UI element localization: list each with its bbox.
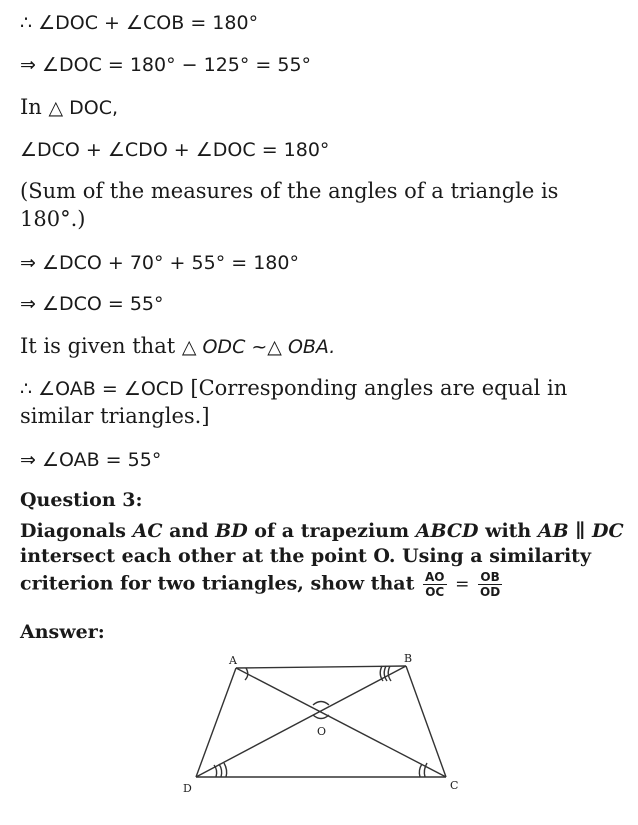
vertex-label-a: A: [229, 654, 237, 667]
angle-mark-d-1: [214, 765, 217, 777]
in-text: In: [20, 95, 49, 119]
step-corresponding: [20, 375, 567, 402]
fraction-ao-oc: [423, 570, 447, 599]
q-text-b: and: [162, 520, 216, 542]
step-dco-value: ⇒ ∠DCO = 55°: [20, 293, 164, 315]
step-in-triangle: [20, 94, 118, 121]
equals-sign: =: [455, 574, 470, 595]
step-triangle-sum: ∠DCO + ∠CDO + ∠DOC = 180°: [20, 139, 330, 161]
oab-equals-ocd: ∴ ∠OAB = ∠OCD: [20, 378, 184, 400]
side-bc: [406, 666, 446, 777]
similarity-statement: △ ODC ~△ OBA.: [181, 336, 336, 358]
step-similar-given: [20, 333, 335, 360]
q-ac: AC: [132, 520, 163, 542]
angle-mark-o-top: [313, 702, 329, 706]
side-da: [196, 668, 236, 777]
angle-mark-c-2: [424, 763, 427, 777]
q-text-d: with: [478, 520, 538, 542]
frac1-denominator: OC: [425, 585, 445, 599]
angle-mark-a: [245, 668, 248, 680]
angle-mark-b-2: [384, 666, 387, 681]
frac2-numerator: OB: [478, 570, 502, 585]
question-line-2: intersect each other at the point O. Using a similarity: [20, 545, 592, 567]
fraction-ob-od: [478, 570, 502, 599]
q-text-c: of a trapezium: [247, 520, 416, 542]
angle-mark-b-3: [388, 666, 391, 681]
q-bd: BD: [215, 520, 248, 542]
step-oab-value: ⇒ ∠OAB = 55°: [20, 449, 162, 471]
angle-mark-d-3: [224, 763, 227, 777]
answer-label: Answer:: [20, 621, 105, 643]
reason-line-2: 180°.): [20, 207, 86, 231]
side-ab: [236, 666, 406, 668]
triangle-doc: △ DOC,: [48, 97, 119, 119]
reason-line-1: (Sum of the measures of the angles of a triangle is: [20, 179, 559, 203]
corresponding-reason: [Corresponding angles are equal in: [183, 376, 568, 400]
q-parallel: AB ∥ DC: [537, 520, 624, 542]
vertex-label-o: O: [317, 725, 327, 738]
vertex-label-c: C: [450, 779, 459, 792]
angle-mark-o-bottom: [313, 715, 329, 719]
diagonal-ac: [236, 668, 446, 777]
angle-mark-d-2: [219, 764, 222, 777]
q-text-criterion: criterion for two triangles, show that: [20, 572, 415, 595]
question-heading: Question 3:: [20, 489, 143, 511]
q-text-a: Diagonals: [20, 520, 133, 542]
frac1-numerator: AO: [425, 570, 445, 584]
diagonal-bd: [196, 666, 406, 777]
angle-mark-b-1: [380, 666, 383, 681]
step-angle-sum: ∴ ∠DOC + ∠COB = 180°: [20, 12, 259, 34]
step-substitute: ⇒ ∠DCO + 70° + 55° = 180°: [20, 252, 299, 274]
vertex-label-b: B: [404, 652, 413, 665]
vertex-label-d: D: [183, 782, 192, 795]
question-line-1: [20, 519, 624, 544]
reason-similar: similar triangles.]: [20, 404, 210, 428]
q-abcd: ABCD: [415, 520, 479, 542]
given-text: It is given that: [20, 334, 182, 358]
frac2-denominator: OD: [480, 585, 501, 599]
step-doc-value: ⇒ ∠DOC = 180° − 125° = 55°: [20, 54, 312, 76]
question-line-3: [20, 570, 504, 599]
angle-mark-c-1: [419, 764, 422, 777]
